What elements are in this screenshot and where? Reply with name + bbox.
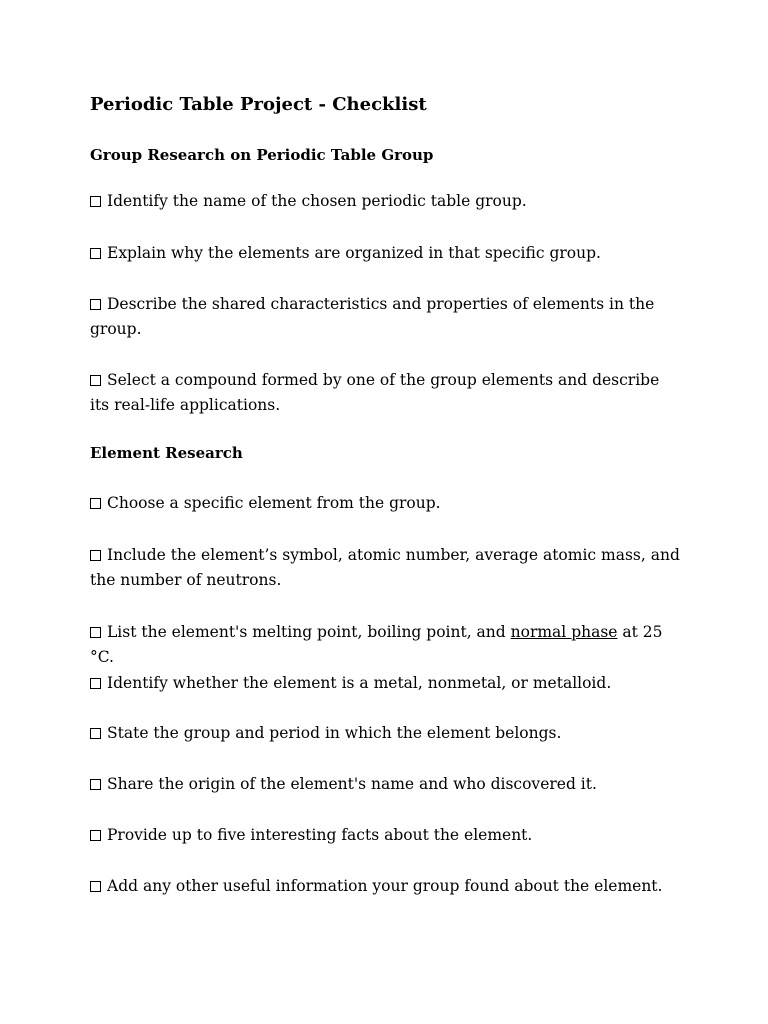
checkbox-icon[interactable]	[90, 881, 101, 892]
checklist-item-text: Identify the name of the chosen periodic table group.	[107, 192, 527, 210]
checklist-item-text: Provide up to five interesting facts about the element.	[107, 826, 533, 844]
checkbox-icon[interactable]	[90, 299, 101, 310]
checklist-item-text: Select a compound formed by one of the group elements and describe its real-life applications.	[90, 371, 660, 414]
checklist-item-text	[90, 623, 663, 666]
section-heading-group-research: Group Research on Periodic Table Group	[90, 146, 434, 164]
checklist-item-text: Share the origin of the element's name and who discovered it.	[107, 775, 597, 793]
checklist-item	[90, 543, 680, 593]
checklist-item	[90, 671, 680, 696]
checkbox-icon[interactable]	[90, 779, 101, 790]
checklist-item	[90, 241, 680, 266]
checkbox-icon[interactable]	[90, 550, 101, 561]
checklist-item-text: Add any other useful information your group found about the element.	[107, 877, 663, 895]
checkbox-icon[interactable]	[90, 375, 101, 386]
checkbox-icon[interactable]	[90, 627, 101, 638]
checklist-item	[90, 292, 680, 342]
checklist-item	[90, 823, 680, 848]
checkbox-icon[interactable]	[90, 196, 101, 207]
checklist-item-text: Choose a specific element from the group.	[107, 494, 441, 512]
normal-phase-underlined: normal phase	[510, 623, 618, 641]
checklist-item	[90, 772, 680, 797]
checklist-item-text: State the group and period in which the element belongs.	[107, 724, 562, 742]
section-heading-element-research: Element Research	[90, 444, 243, 462]
checklist-item-text: Explain why the elements are organized in that specific group.	[107, 244, 601, 262]
checkbox-icon[interactable]	[90, 728, 101, 739]
checklist-item-text: Identify whether the element is a metal, nonmetal, or metalloid.	[107, 674, 612, 692]
checkbox-icon[interactable]	[90, 678, 101, 689]
checklist-item	[90, 189, 680, 214]
checklist-item-text: Include the element’s symbol, atomic number, average atomic mass, and the number of neutrons.	[90, 546, 680, 589]
checkbox-icon[interactable]	[90, 498, 101, 509]
checkbox-icon[interactable]	[90, 830, 101, 841]
checklist-item	[90, 368, 680, 418]
checklist-item	[90, 491, 680, 516]
checklist-item-text-start: List the element's melting point, boiling point, and	[107, 623, 511, 641]
checklist-item-text: Describe the shared characteristics and properties of elements in the group.	[90, 295, 655, 338]
checkbox-icon[interactable]	[90, 248, 101, 259]
page-title: Periodic Table Project - Checklist	[90, 94, 427, 115]
checklist-item-text-end: at 25 °C.	[90, 623, 663, 666]
checklist-item	[90, 874, 680, 899]
checklist-item	[90, 620, 680, 670]
checklist-item	[90, 721, 680, 746]
